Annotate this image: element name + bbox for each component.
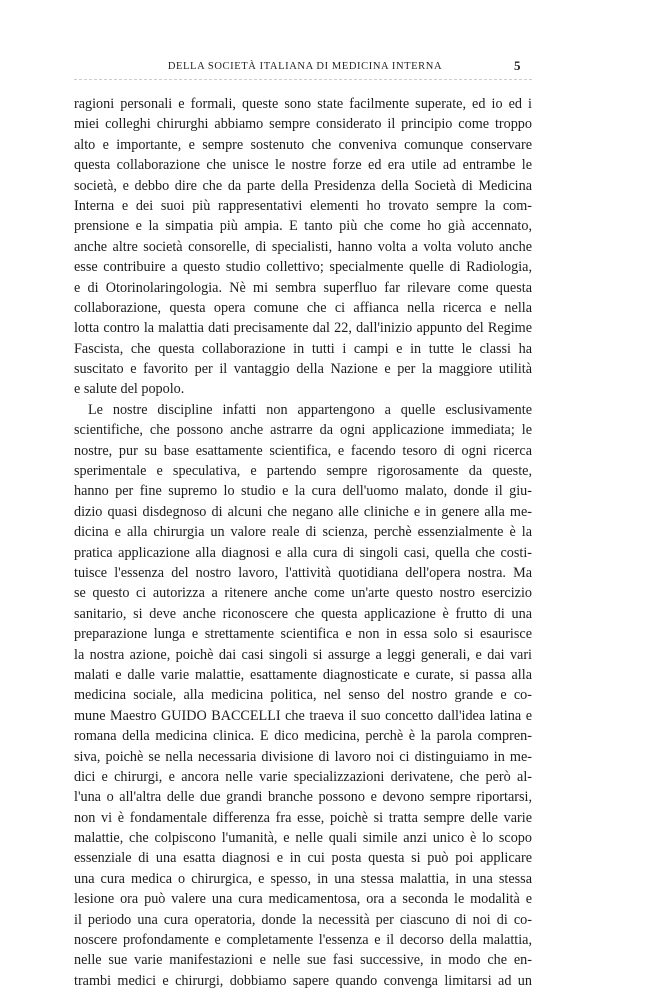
text-line: società, e debbo dire che da parte della Presidenza della Società di Medicina	[74, 177, 532, 194]
paragraph-end-line: e salute del popolo.	[74, 381, 185, 398]
text-line: noscere profondamente e completamente l'essenza e il decorso della malattia,	[74, 932, 532, 949]
body-text	[74, 94, 532, 991]
text-line: scientifiche, che possono anche astrarre da ogni applicazione immediata; le	[74, 422, 532, 439]
text-line: Interna e dei suoi più rappresentativi elementi ho trovato sempre la com-	[74, 197, 532, 214]
text-line: sperimentale e speculativa, e partendo sempre rigorosamente da queste,	[74, 463, 532, 480]
text-line: tuisce l'essenza del nostro lavoro, l'attività quotidiana dell'opera nostra. Ma	[74, 564, 532, 581]
text-line: prensione e la simpatia più ampia. E tanto più che come ho già accennato,	[74, 218, 532, 235]
paragraph-start-line: Le nostre discipline infatti non appartengono a quelle esclusivamente	[88, 401, 532, 418]
text-line: se questo ci autorizza a ritenere anche come un'arte questo nostro esercizio	[74, 585, 532, 602]
text-line: la nostra azione, poichè dai casi singoli si assurge a leggi generali, e dai vari	[74, 646, 532, 663]
text-line: esse contribuire a questo studio collettivo; specialmente quelle di Radiologia,	[74, 259, 532, 276]
text-line: essenziale di una esatta diagnosi e in cui posta questa si può poi applicare	[74, 850, 532, 867]
text-line: romana della medicina clinica. E dico medicina, perchè è la parola compren-	[74, 728, 532, 745]
text-line: dici e chirurgi, e ancora nelle varie specializzazioni derivatene, che però al-	[74, 768, 532, 785]
text-line: dicina e alla chirurgia un valore reale di scienza, perchè essenzialmente è la	[74, 524, 532, 541]
text-line: nostre, pur su base esattamente scientifica, e facendo tesoro di ogni ricerca	[74, 442, 532, 459]
text-line: il periodo una cura operatoria, donde la necessità per ciascuno di noi di co-	[74, 911, 532, 928]
text-line: questa collaborazione che unisce le nostre forze ed era utile ad entrambe le	[74, 157, 532, 174]
header-rule	[74, 79, 532, 80]
text-line: suscitato e favorito per il vantaggio della Nazione e per la maggiore utilità	[74, 361, 532, 378]
text-line: pratica applicazione alla diagnosi e alla cura di singoli casi, quella che costi-	[74, 544, 532, 561]
text-line: l'una o all'altra delle due grandi branche possono e devono sempre riportarsi,	[74, 789, 532, 806]
text-line: malati e dalle varie malattie, esattamente diagnosticate e curate, si passa alla	[74, 666, 532, 683]
text-line: ragioni personali e formali, queste sono state facilmente superate, ed io ed i	[74, 96, 532, 112]
text-line: medicina sociale, alla medicina politica, nel senso del nostro grande e co-	[74, 687, 532, 704]
text-line: miei colleghi chirurghi abbiamo sempre considerato il principio come troppo	[74, 116, 532, 133]
running-header: DELLA SOCIETÀ ITALIANA DI MEDICINA INTERNA	[167, 61, 443, 72]
page-number: 5	[514, 58, 521, 73]
text-line: sanitario, si deve anche riconoscere che questa applicazione è frutto di una	[74, 605, 532, 622]
text-line: lotta contro la malattia dati precisamente dal 22, dall'inizio appunto del Regime	[74, 320, 532, 337]
text-line: Fascista, che questa collaborazione in tutti i campi e in tutte le classi ha	[74, 340, 532, 357]
text-line: nelle sue varie manifestazioni e nelle sue fasi successive, in modo che en-	[74, 952, 532, 969]
text-line: collaborazione, questa opera comune che ci affianca nella ricerca e nella	[74, 299, 532, 316]
text-line: mune Maestro GUIDO BACCELLI che traeva il suo concetto dall'idea latina e	[74, 707, 532, 724]
text-line: siva, poichè se nella necessaria divisione di lavoro noi ci distinguiamo in me-	[74, 748, 532, 765]
text-line: anche altre società consorelle, di specialisti, hanno volta a volta voluto anche	[74, 238, 532, 255]
text-line: preparazione lunga e strettamente scientifica e non in essa solo si esaurisce	[74, 626, 532, 643]
text-line: hanno per fine supremo lo studio e la cura dell'uomo malato, donde il giu-	[74, 483, 532, 500]
text-line: lesione ora può valere una cura medicamentosa, ora a seconda le modalità e	[74, 891, 532, 908]
text-line: non vi è fondamentale differenza fra esse, poichè si tratta sempre delle varie	[74, 809, 532, 826]
text-line: una cura medica o chirurgica, e spesso, in una stessa malattia, in una stessa	[74, 870, 532, 887]
text-line: alto e importante, e sempre sostenuto che conveniva comunque conservare	[74, 136, 532, 153]
text-line: dizio quasi disdegnoso di alcuni che negano alle cliniche e in genere alla me-	[74, 503, 532, 520]
text-line: e di Otorinolaringologia. Nè mi sembra superfluo far rilevare come questa	[74, 279, 532, 296]
text-line: malattie, che colpiscono l'umanità, e nelle quali simile anzi unico è lo scopo	[74, 830, 532, 847]
text-line: trambi medici e chirurgi, dobbiamo sapere quando convenga limitarsi ad un	[74, 972, 532, 989]
